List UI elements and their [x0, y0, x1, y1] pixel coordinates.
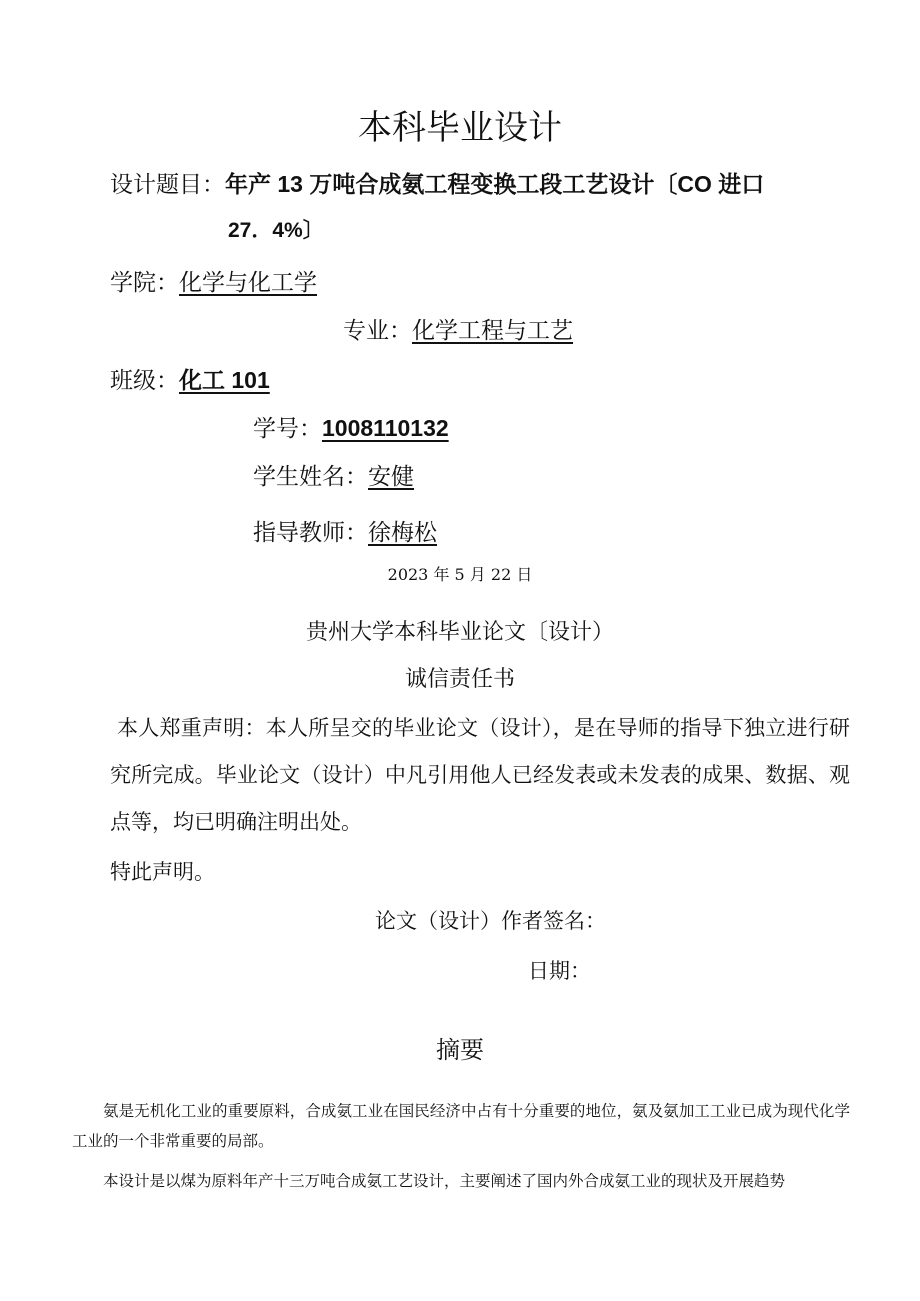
college-label: 学院： — [110, 269, 179, 295]
design-topic-value-line2: 27．4%〕 — [228, 219, 324, 242]
declaration-body: 本人郑重声明：本人所呈交的毕业论文（设计），是在导师的指导下独立进行研究所完成。毕业论文（设计）中凡引用他人已经发表或未发表的成果、数据、观点等，均已明确注明出处。 — [110, 716, 850, 834]
abstract-paragraph-2: 本设计是以煤为原料年产十三万吨合成氨工艺设计，主要阐述了国内外合成氨工业的现状及开展趋势 — [103, 1172, 786, 1190]
design-topic-label: 设计题目： — [110, 171, 225, 197]
student-name-label: 学生姓名： — [253, 463, 368, 489]
design-topic-row — [110, 166, 764, 199]
class-row — [110, 362, 270, 395]
cover-title: 本科毕业设计 — [358, 109, 562, 147]
advisor-value: 徐梅松 — [368, 519, 437, 545]
student-name-value: 安健 — [368, 463, 414, 489]
major-value: 化学工程与工艺 — [412, 317, 573, 343]
college-row — [110, 264, 317, 297]
signature-date-label: 日期： — [528, 959, 591, 983]
class-label: 班级： — [110, 367, 179, 393]
cover-date: 2023 年 5 月 22 日 — [387, 565, 533, 584]
student-id-value: 1008110132 — [322, 415, 449, 441]
major-label: 专业： — [343, 317, 412, 343]
class-value: 化工 101 — [179, 367, 270, 393]
college-value: 化学与化工学 — [179, 269, 317, 295]
author-signature-label: 论文（设计）作者签名： — [375, 909, 606, 933]
design-topic-value-line1: 年产 13 万吨合成氨工程变换工段工艺设计〔CO 进口 — [225, 171, 765, 197]
declaration-subtitle: 诚信责任书 — [404, 666, 515, 691]
abstract-heading: 摘要 — [436, 1037, 484, 1064]
advisor-label: 指导教师： — [253, 519, 368, 545]
student-name-row — [253, 458, 414, 491]
declaration-closing: 特此声明。 — [110, 860, 215, 884]
advisor-row — [253, 514, 437, 547]
declaration-title: 贵州大学本科毕业论文〔设计） — [305, 619, 614, 644]
student-id-row — [253, 410, 449, 443]
student-id-label: 学号： — [253, 415, 322, 441]
abstract-paragraph-1: 氨是无机化工业的重要原料，合成氨工业在国民经济中占有十分重要的地位，氨及氨加工工业已成为现代化学工业的一个非常重要的局部。 — [72, 1102, 850, 1150]
major-row — [343, 312, 573, 345]
